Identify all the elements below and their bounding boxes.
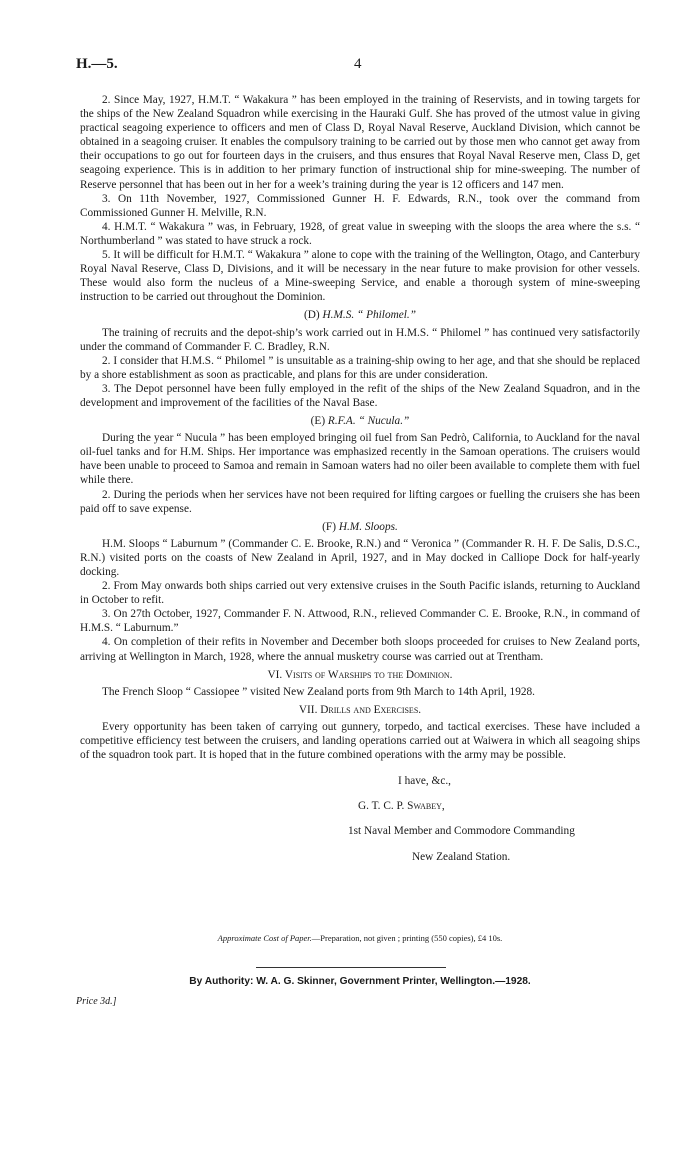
paragraph: H.M. Sloops “ Laburnum ” (Commander C. E. Brooke, R.N.) and “ Veronica ” (Commander R. H. F. De Salis, D.S.C., R.N.) visited ports on the coasts of New Zealand in April, 1927, and in May docked in Calliope Dock for half-yearly docking. [80,537,640,578]
paragraph: 3. On 27th October, 1927, Commander F. N. Attwood, R.N., relieved Commander C. E. Brooke, R.N., in command of H.M.S. “ Laburnum.” [80,608,640,635]
authority-line: By Authority: W. A. G. Skinner, Government Printer, Wellington.—1928. [189,976,531,987]
page-number: 4 [354,56,362,72]
signature-line: I have, &c., [398,774,452,787]
section-heading-e: (E) R.F.A. “ Nucula.” [310,415,410,428]
paragraph: During the year “ Nucula ” has been employed bringing oil fuel from San Pedrò, California, to Auckland for the naval oil-fuel tanks and for H.M. Ships. Her importance was emphasized recently in the Samoan operations. The cruisers would have been unable to proceed to Samoa and remain in Samoan waters had no oiler been available to complete them with fuel while there. [80,432,640,487]
section-heading-d: (D) H.M.S. “ Philomel.” [303,309,417,322]
paragraph: 5. It will be difficult for H.M.T. “ Wakakura ” alone to cope with the training of the Wellington, Otago, and Canterbury Royal Naval Reserve, Class D, Divisions, and it will be necessary in the near future to make provision for other vessels. These would also form the nucleus of a Mine-sweeping Service, and enable a thorough system of mine-sweeping instruction to be carried out throughout the Dominion. [80,249,640,304]
paragraph: 2. During the periods when her services have not been required for lifting cargoes or fuelling the cruisers she has been paid off to save expense. [80,488,640,515]
paragraph: The French Sloop “ Cassiopee ” visited New Zealand ports from 9th March to 14th April, 1928. [102,685,535,698]
signature-station: New Zealand Station. [412,850,511,863]
section-heading-vii: VII. Drills and Exercises. [298,703,422,716]
signature-block [80,774,640,864]
cost-of-paper: Approximate Cost of Paper.—Preparation, not given ; printing (550 copies), £4 10s. [217,933,503,943]
price-label: Price 3d.] [76,996,117,1007]
paragraph: 2. From May onwards both ships carried out very extensive cruises in the South Pacific islands, returning to Auckland in October to refit. [80,580,640,607]
section-heading-f: (F) H.M. Sloops. [322,520,398,533]
paragraph: The training of recruits and the depot-ship’s work carried out in H.M.S. “ Philomel ” has continued very satisfactorily under the command of Commander F. C. Bradley, R.N. [80,326,640,353]
footer-divider [256,967,446,968]
paragraph: 4. On completion of their refits in November and December both sloops proceeded for cruises to New Zealand ports, arriving at Wellington in March, 1928, where the annual musketry course was carried out at Trentham. [80,636,640,663]
signature-title: 1st Naval Member and Commodore Commanding [348,825,575,838]
paragraph: 4. H.M.T. “ Wakakura ” was, in February, 1928, of great value in sweeping with the sloops the area where the s.s. “ Northumberland ” was stated to have struck a rock. [80,220,640,247]
paragraph: Every opportunity has been taken of carrying out gunnery, torpedo, and tactical exercises. These have included a competitive efficiency test between the cruisers, and landing operations carried out at Waiwera in which all seagoing ships of the squadron took part. It is hoped that in the future combined operations with the army may be possible. [80,720,640,762]
document-reference: H.—5. [76,56,118,72]
document-body [80,93,640,875]
page-header [76,56,642,76]
paragraph: 2. Since May, 1927, H.M.T. “ Wakakura ” has been employed in the training of Reservists, and in towing targets for the ships of the New Zealand Squadron while exercising in the Hauraki Gulf. She has proved of the utmost value in giving practical seagoing experience to officers and men of Class D, Royal Naval Reserve, Auckland Division, which cannot be obtained in a seagoing cruiser. It enables the compulsory training to be carried out by those men who cannot get away from their occupations to go out for fourteen days in the cruisers, and thus ensures that Royal Naval Reserve men, Class D, get seagoing experience. This is in addition to her primary function of instructional ship for mine-sweeping. The number of Reserve personnel that has been out in her for a week’s training during the year is 12 officers and 147 men. [80,94,640,191]
section-heading-vi: VI. Visits of Warships to the Dominion. [267,668,453,681]
paragraph: 2. I consider that H.M.S. “ Philomel ” is unsuitable as a training-ship owing to her age, and that she should be replaced by a shore establishment as soon as practicable, and plans for this are under consideration. [80,354,640,381]
paragraph: 3. The Depot personnel have been fully employed in the refit of the ships of the New Zealand Squadron, and in the development and improvement of the facilities of the Naval Base. [80,382,640,409]
paragraph: 3. On 11th November, 1927, Commissioned Gunner H. F. Edwards, R.N., took over the command from Commissioned Gunner H. Melville, R.N. [80,192,640,219]
signature-name: G. T. C. P. Swabey, [358,799,445,812]
